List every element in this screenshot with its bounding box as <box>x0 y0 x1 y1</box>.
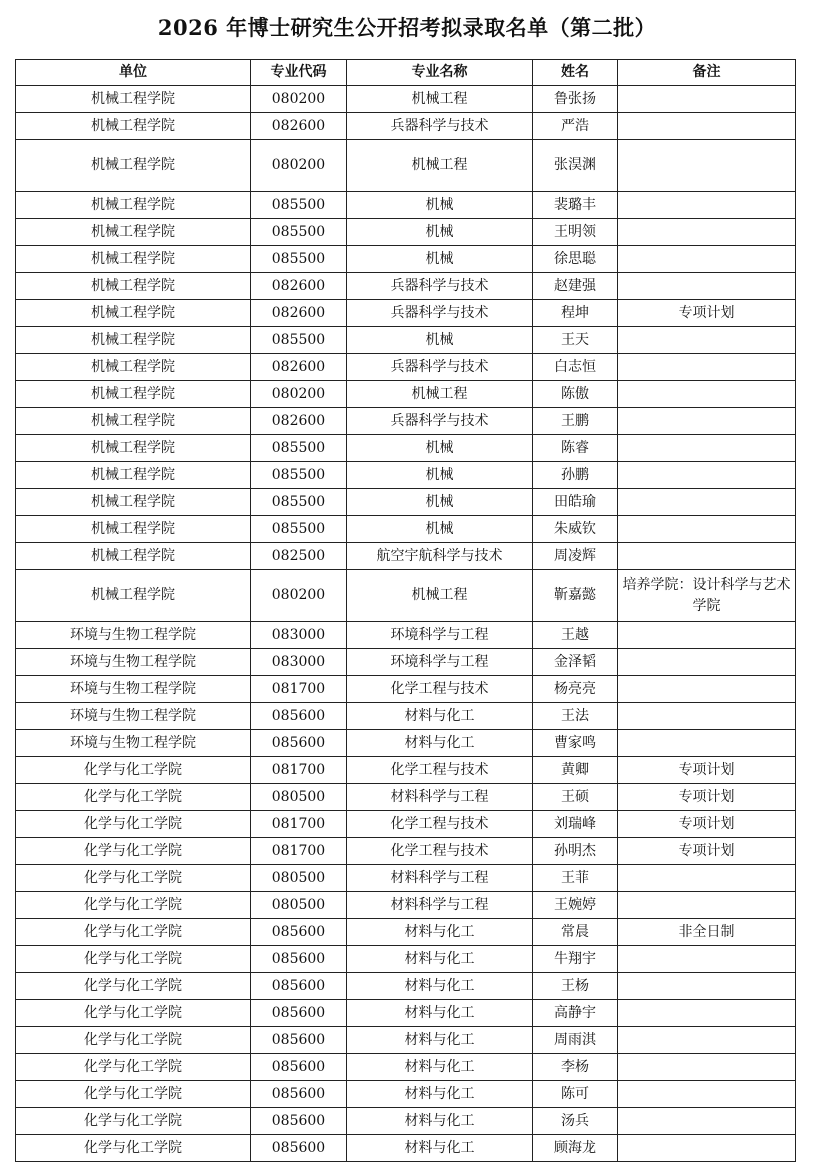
table-row <box>16 86 796 113</box>
cell-remarks <box>618 1081 796 1108</box>
cell-unit: 机械工程学院 <box>16 543 251 570</box>
table-body <box>16 86 796 1162</box>
cell-major-code: 082600 <box>251 300 347 327</box>
cell-unit: 机械工程学院 <box>16 86 251 113</box>
cell-major-code: 085500 <box>251 327 347 354</box>
table-row <box>16 435 796 462</box>
cell-major-code: 080500 <box>251 784 347 811</box>
cell-remarks: 专项计划 <box>618 784 796 811</box>
cell-major-code: 085600 <box>251 1054 347 1081</box>
table-row <box>16 1027 796 1054</box>
cell-major-name: 航空宇航科学与技术 <box>347 543 533 570</box>
cell-major-name: 机械 <box>347 246 533 273</box>
cell-student-name: 陈傲 <box>533 381 618 408</box>
cell-remarks <box>618 1135 796 1162</box>
cell-student-name: 牛翔宇 <box>533 946 618 973</box>
cell-major-code: 081700 <box>251 838 347 865</box>
cell-student-name: 徐思聪 <box>533 246 618 273</box>
cell-student-name: 严浩 <box>533 113 618 140</box>
cell-remarks: 专项计划 <box>618 300 796 327</box>
cell-remarks <box>618 676 796 703</box>
cell-student-name: 曹家鸣 <box>533 730 618 757</box>
cell-remarks <box>618 246 796 273</box>
cell-student-name: 顾海龙 <box>533 1135 618 1162</box>
cell-unit: 机械工程学院 <box>16 246 251 273</box>
table-row <box>16 192 796 219</box>
cell-unit: 机械工程学院 <box>16 408 251 435</box>
cell-major-code: 083000 <box>251 649 347 676</box>
cell-major-code: 085600 <box>251 946 347 973</box>
table-row <box>16 1081 796 1108</box>
cell-unit: 机械工程学院 <box>16 381 251 408</box>
cell-remarks: 专项计划 <box>618 838 796 865</box>
table-row <box>16 703 796 730</box>
cell-student-name: 孙明杰 <box>533 838 618 865</box>
cell-major-name: 机械 <box>347 462 533 489</box>
cell-student-name: 金泽韬 <box>533 649 618 676</box>
cell-major-name: 兵器科学与技术 <box>347 408 533 435</box>
cell-student-name: 刘瑞峰 <box>533 811 618 838</box>
cell-remarks: 培养学院：设计科学与艺术学院 <box>618 570 796 622</box>
cell-major-code: 085600 <box>251 1000 347 1027</box>
cell-unit: 机械工程学院 <box>16 327 251 354</box>
cell-student-name: 朱威钦 <box>533 516 618 543</box>
cell-major-code: 080500 <box>251 865 347 892</box>
cell-major-name: 材料与化工 <box>347 1108 533 1135</box>
header-unit: 单位 <box>16 60 251 86</box>
cell-unit: 化学与化工学院 <box>16 1054 251 1081</box>
cell-major-code: 085600 <box>251 1135 347 1162</box>
header-major-name: 专业名称 <box>347 60 533 86</box>
cell-major-name: 环境科学与工程 <box>347 649 533 676</box>
cell-major-name: 机械 <box>347 489 533 516</box>
table-row <box>16 622 796 649</box>
cell-unit: 机械工程学院 <box>16 354 251 381</box>
cell-unit: 机械工程学院 <box>16 273 251 300</box>
cell-remarks <box>618 86 796 113</box>
cell-major-code: 080500 <box>251 892 347 919</box>
table-row <box>16 946 796 973</box>
cell-student-name: 陈睿 <box>533 435 618 462</box>
cell-unit: 机械工程学院 <box>16 435 251 462</box>
cell-major-name: 化学工程与技术 <box>347 811 533 838</box>
cell-unit: 机械工程学院 <box>16 140 251 192</box>
cell-student-name: 周雨淇 <box>533 1027 618 1054</box>
cell-student-name: 汤兵 <box>533 1108 618 1135</box>
cell-unit: 机械工程学院 <box>16 300 251 327</box>
cell-major-code: 085600 <box>251 1027 347 1054</box>
cell-major-name: 材料与化工 <box>347 730 533 757</box>
cell-unit: 环境与生物工程学院 <box>16 676 251 703</box>
table-row <box>16 892 796 919</box>
cell-major-name: 材料与化工 <box>347 919 533 946</box>
cell-unit: 化学与化工学院 <box>16 1108 251 1135</box>
cell-major-code: 082600 <box>251 408 347 435</box>
cell-unit: 化学与化工学院 <box>16 1027 251 1054</box>
table-row <box>16 489 796 516</box>
cell-major-code: 085600 <box>251 1081 347 1108</box>
table-row <box>16 973 796 1000</box>
table-row <box>16 730 796 757</box>
cell-student-name: 王婉婷 <box>533 892 618 919</box>
table-row <box>16 1054 796 1081</box>
table-row <box>16 408 796 435</box>
cell-major-name: 材料与化工 <box>347 703 533 730</box>
cell-unit: 机械工程学院 <box>16 516 251 543</box>
table-row <box>16 676 796 703</box>
cell-major-name: 材料与化工 <box>347 946 533 973</box>
cell-major-name: 机械工程 <box>347 381 533 408</box>
table-row <box>16 570 796 622</box>
cell-remarks <box>618 622 796 649</box>
table-row <box>16 354 796 381</box>
cell-student-name: 王硕 <box>533 784 618 811</box>
cell-student-name: 靳嘉懿 <box>533 570 618 622</box>
cell-remarks <box>618 327 796 354</box>
cell-student-name: 王天 <box>533 327 618 354</box>
cell-major-name: 材料科学与工程 <box>347 784 533 811</box>
table-row <box>16 219 796 246</box>
cell-major-name: 机械工程 <box>347 570 533 622</box>
cell-remarks <box>618 703 796 730</box>
cell-remarks <box>618 140 796 192</box>
cell-student-name: 王越 <box>533 622 618 649</box>
cell-remarks <box>618 649 796 676</box>
cell-major-name: 材料与化工 <box>347 1081 533 1108</box>
cell-major-name: 材料与化工 <box>347 1027 533 1054</box>
cell-student-name: 鲁张扬 <box>533 86 618 113</box>
cell-remarks <box>618 1027 796 1054</box>
cell-remarks <box>618 865 796 892</box>
cell-remarks <box>618 1000 796 1027</box>
table-row <box>16 273 796 300</box>
table-row <box>16 327 796 354</box>
admission-table <box>15 59 796 1162</box>
table-row <box>16 462 796 489</box>
cell-unit: 化学与化工学院 <box>16 892 251 919</box>
cell-major-code: 085600 <box>251 703 347 730</box>
cell-major-code: 080200 <box>251 86 347 113</box>
table-row <box>16 113 796 140</box>
cell-student-name: 王鹏 <box>533 408 618 435</box>
cell-student-name: 程坤 <box>533 300 618 327</box>
cell-major-name: 机械 <box>347 516 533 543</box>
cell-student-name: 张淏渊 <box>533 140 618 192</box>
cell-unit: 化学与化工学院 <box>16 973 251 1000</box>
cell-major-code: 085500 <box>251 192 347 219</box>
cell-unit: 化学与化工学院 <box>16 865 251 892</box>
cell-remarks <box>618 516 796 543</box>
cell-major-name: 材料科学与工程 <box>347 865 533 892</box>
cell-major-code: 082600 <box>251 354 347 381</box>
header-remarks: 备注 <box>618 60 796 86</box>
cell-student-name: 裴璐丰 <box>533 192 618 219</box>
cell-major-code: 085500 <box>251 516 347 543</box>
cell-major-name: 环境科学与工程 <box>347 622 533 649</box>
cell-major-name: 兵器科学与技术 <box>347 300 533 327</box>
cell-student-name: 王明领 <box>533 219 618 246</box>
table-row <box>16 1108 796 1135</box>
cell-major-name: 机械 <box>347 192 533 219</box>
cell-major-name: 化学工程与技术 <box>347 838 533 865</box>
cell-major-code: 085600 <box>251 730 347 757</box>
cell-unit: 化学与化工学院 <box>16 1000 251 1027</box>
header-row <box>16 60 796 86</box>
cell-major-name: 化学工程与技术 <box>347 757 533 784</box>
table-row <box>16 1135 796 1162</box>
cell-student-name: 常晨 <box>533 919 618 946</box>
cell-remarks <box>618 273 796 300</box>
cell-remarks <box>618 381 796 408</box>
cell-major-name: 机械工程 <box>347 140 533 192</box>
cell-major-code: 085500 <box>251 462 347 489</box>
cell-student-name: 周凌辉 <box>533 543 618 570</box>
cell-remarks: 专项计划 <box>618 811 796 838</box>
table-row <box>16 811 796 838</box>
cell-major-code: 082600 <box>251 273 347 300</box>
cell-major-name: 材料科学与工程 <box>347 892 533 919</box>
cell-student-name: 黄卿 <box>533 757 618 784</box>
cell-major-code: 083000 <box>251 622 347 649</box>
cell-major-code: 081700 <box>251 676 347 703</box>
cell-unit: 化学与化工学院 <box>16 946 251 973</box>
cell-major-name: 化学工程与技术 <box>347 676 533 703</box>
table-row <box>16 865 796 892</box>
table-row <box>16 381 796 408</box>
cell-major-code: 082500 <box>251 543 347 570</box>
cell-remarks <box>618 892 796 919</box>
cell-remarks <box>618 946 796 973</box>
cell-major-code: 081700 <box>251 757 347 784</box>
cell-student-name: 王杨 <box>533 973 618 1000</box>
cell-major-code: 081700 <box>251 811 347 838</box>
cell-remarks <box>618 973 796 1000</box>
cell-major-name: 材料与化工 <box>347 1000 533 1027</box>
cell-major-name: 材料与化工 <box>347 1054 533 1081</box>
cell-remarks <box>618 219 796 246</box>
cell-major-name: 机械 <box>347 327 533 354</box>
cell-major-name: 兵器科学与技术 <box>347 354 533 381</box>
cell-remarks <box>618 1054 796 1081</box>
table-row <box>16 140 796 192</box>
cell-major-code: 085500 <box>251 489 347 516</box>
cell-unit: 化学与化工学院 <box>16 757 251 784</box>
header-major-code: 专业代码 <box>251 60 347 86</box>
cell-major-code: 085500 <box>251 219 347 246</box>
cell-student-name: 杨亮亮 <box>533 676 618 703</box>
cell-unit: 化学与化工学院 <box>16 919 251 946</box>
cell-student-name: 李杨 <box>533 1054 618 1081</box>
cell-major-code: 082600 <box>251 113 347 140</box>
cell-unit: 机械工程学院 <box>16 113 251 140</box>
table-row <box>16 300 796 327</box>
cell-major-name: 机械工程 <box>347 86 533 113</box>
cell-remarks: 非全日制 <box>618 919 796 946</box>
cell-unit: 化学与化工学院 <box>16 1081 251 1108</box>
cell-major-code: 085600 <box>251 973 347 1000</box>
cell-unit: 机械工程学院 <box>16 462 251 489</box>
table-row <box>16 919 796 946</box>
table-row <box>16 516 796 543</box>
cell-remarks <box>618 435 796 462</box>
cell-major-code: 085600 <box>251 919 347 946</box>
document-title: 2026 年博士研究生公开招考拟录取名单（第二批） <box>157 15 657 40</box>
table-row <box>16 838 796 865</box>
cell-major-code: 080200 <box>251 570 347 622</box>
table-row <box>16 784 796 811</box>
cell-major-name: 材料与化工 <box>347 1135 533 1162</box>
cell-unit: 化学与化工学院 <box>16 811 251 838</box>
cell-major-name: 材料与化工 <box>347 973 533 1000</box>
cell-unit: 环境与生物工程学院 <box>16 622 251 649</box>
cell-unit: 机械工程学院 <box>16 192 251 219</box>
table-row <box>16 543 796 570</box>
cell-unit: 化学与化工学院 <box>16 1135 251 1162</box>
table-row <box>16 246 796 273</box>
cell-student-name: 高静宇 <box>533 1000 618 1027</box>
cell-student-name: 王菲 <box>533 865 618 892</box>
cell-major-name: 机械 <box>347 435 533 462</box>
cell-remarks <box>618 730 796 757</box>
table-header <box>16 60 796 86</box>
cell-remarks <box>618 543 796 570</box>
cell-unit: 环境与生物工程学院 <box>16 703 251 730</box>
cell-major-code: 085500 <box>251 246 347 273</box>
table-row <box>16 649 796 676</box>
cell-student-name: 陈可 <box>533 1081 618 1108</box>
cell-major-name: 兵器科学与技术 <box>347 273 533 300</box>
cell-unit: 机械工程学院 <box>16 489 251 516</box>
table-row <box>16 1000 796 1027</box>
cell-remarks: 专项计划 <box>618 757 796 784</box>
cell-unit: 机械工程学院 <box>16 570 251 622</box>
cell-student-name: 王法 <box>533 703 618 730</box>
cell-major-code: 080200 <box>251 381 347 408</box>
cell-student-name: 田皓瑜 <box>533 489 618 516</box>
cell-remarks <box>618 462 796 489</box>
cell-unit: 环境与生物工程学院 <box>16 730 251 757</box>
cell-student-name: 白志恒 <box>533 354 618 381</box>
cell-major-code: 085600 <box>251 1108 347 1135</box>
cell-remarks <box>618 1108 796 1135</box>
cell-student-name: 赵建强 <box>533 273 618 300</box>
cell-remarks <box>618 489 796 516</box>
header-student-name: 姓名 <box>533 60 618 86</box>
cell-major-code: 085500 <box>251 435 347 462</box>
cell-remarks <box>618 192 796 219</box>
cell-unit: 化学与化工学院 <box>16 784 251 811</box>
cell-major-name: 兵器科学与技术 <box>347 113 533 140</box>
cell-student-name: 孙鹏 <box>533 462 618 489</box>
cell-unit: 机械工程学院 <box>16 219 251 246</box>
cell-remarks <box>618 408 796 435</box>
cell-major-code: 080200 <box>251 140 347 192</box>
cell-remarks <box>618 113 796 140</box>
cell-major-name: 机械 <box>347 219 533 246</box>
table-row <box>16 757 796 784</box>
cell-unit: 化学与化工学院 <box>16 838 251 865</box>
cell-unit: 环境与生物工程学院 <box>16 649 251 676</box>
cell-remarks <box>618 354 796 381</box>
